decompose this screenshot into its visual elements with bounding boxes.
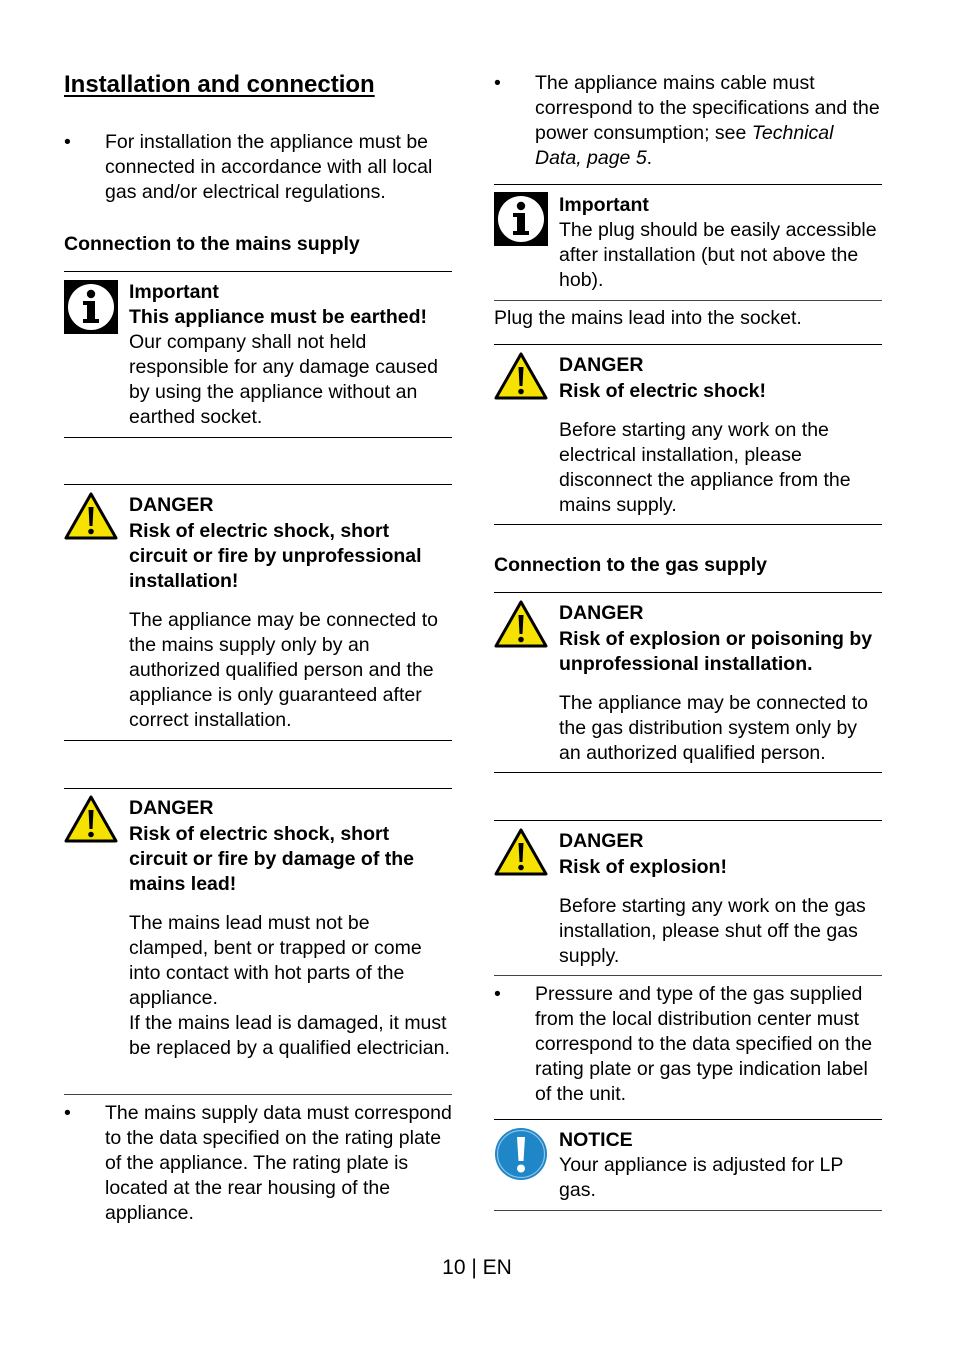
bullet-text: The mains supply data must correspond to the data specified on the rating plate of the appliance. The rating plate is located at the rear housing of the appliance. [105,1102,452,1224]
danger-text: The mains lead must not be clamped, bent or trapped or come into contact with hot parts of the appliance. [129,912,422,1009]
divider [494,820,882,821]
danger-title: DANGER [129,494,214,516]
bullet-text: For installation the appliance must be connected in accordance with all local gas and/or electrical regulations. [105,131,433,203]
danger-notice-electric-shock [494,353,882,518]
divider [494,975,882,976]
plug-instruction: Plug the mains lead into the socket. [494,307,802,329]
subheading-mains-supply: Connection to the mains supply [64,233,360,255]
bullet-mains-cable [494,71,882,171]
danger-text: The appliance may be connected to the mains supply only by an authorized qualified person and the appliance is only guaranteed after correct installation. [129,609,438,731]
section-title: Installation and connection [64,71,375,98]
warning-triangle-icon [64,492,118,540]
divider [494,772,882,773]
danger-bold: Risk of explosion or poisoning by unprofessional installation. [559,628,873,675]
danger-notice-mains-lead [64,796,452,1061]
danger-title: DANGER [129,797,214,819]
divider [64,740,452,741]
danger-notice-explosion [494,829,882,969]
bullet-installation-regulations [64,130,452,205]
notice-lp-gas [494,1128,882,1203]
warning-triangle-icon [64,795,118,843]
important-title: Important [559,194,649,216]
danger-notice-unprofessional-installation [64,493,452,733]
danger-title: DANGER [559,830,644,852]
bullet-gas-pressure [494,982,882,1107]
divider [494,184,882,185]
bullet-text-post: . [646,147,653,169]
danger-text: Before starting any work on the gas installation, please shut off the gas supply. [559,895,866,967]
divider [64,437,452,438]
important-title: Important [129,281,219,303]
divider [64,788,452,789]
danger-bold: Risk of electric shock, short circuit or fire by damage of the mains lead! [129,823,414,895]
danger-title: DANGER [559,602,644,624]
divider [494,1210,882,1211]
warning-triangle-icon [494,600,548,648]
divider [494,592,882,593]
divider [64,1094,452,1095]
exclamation-circle-icon [494,1127,548,1181]
important-text: Our company shall not held responsible for any damage caused by using the appliance without an earthed socket. [129,331,438,428]
important-notice-earthed [64,280,452,430]
page-number: 10 | EN [442,1256,512,1279]
danger-bold: Risk of electric shock, short circuit or fire by unprofessional installation! [129,520,422,592]
bullet-dot: • [64,1102,71,1124]
divider [64,271,452,272]
notice-text: Your appliance is adjusted for LP gas. [559,1154,844,1201]
warning-triangle-icon [494,828,548,876]
divider [494,1119,882,1120]
danger-bold: Risk of explosion! [559,856,727,878]
bullet-text [535,71,882,171]
danger-text: The appliance may be connected to the gas distribution system only by an authorized qualified person. [559,692,868,764]
important-bold: This appliance must be earthed! [129,306,427,328]
danger-text: Before starting any work on the electrical installation, please disconnect the appliance from the mains supply. [559,419,851,516]
bullet-dot: • [64,131,71,153]
divider [64,484,452,485]
info-icon [64,280,118,334]
bullet-dot: • [494,72,501,94]
divider [494,344,882,345]
bullet-mains-supply-data [64,1101,452,1226]
divider [494,524,882,525]
danger-notice-explosion-poisoning [494,601,882,766]
danger-bold: Risk of electric shock! [559,380,766,402]
important-notice-plug [494,193,882,293]
bullet-dot: • [494,983,501,1005]
bullet-text-pre: The appliance mains cable must correspond to the specifications and the power consumption; see [535,72,880,144]
danger-title: DANGER [559,354,644,376]
important-text: The plug should be easily accessible after installation (but not above the hob). [559,219,877,291]
bullet-text: Pressure and type of the gas supplied from the local distribution center must correspond to the data specified on the rating plate or gas type indication label of the unit. [535,983,873,1105]
notice-title: NOTICE [559,1129,633,1151]
cross-reference-link: Technical Data, page 5 [535,122,834,169]
info-icon [494,192,548,246]
danger-text: If the mains lead is damaged, it must be replaced by a qualified electrician. [129,1012,450,1059]
subheading-gas-supply: Connection to the gas supply [494,554,768,576]
divider [494,300,882,301]
warning-triangle-icon [494,352,548,400]
